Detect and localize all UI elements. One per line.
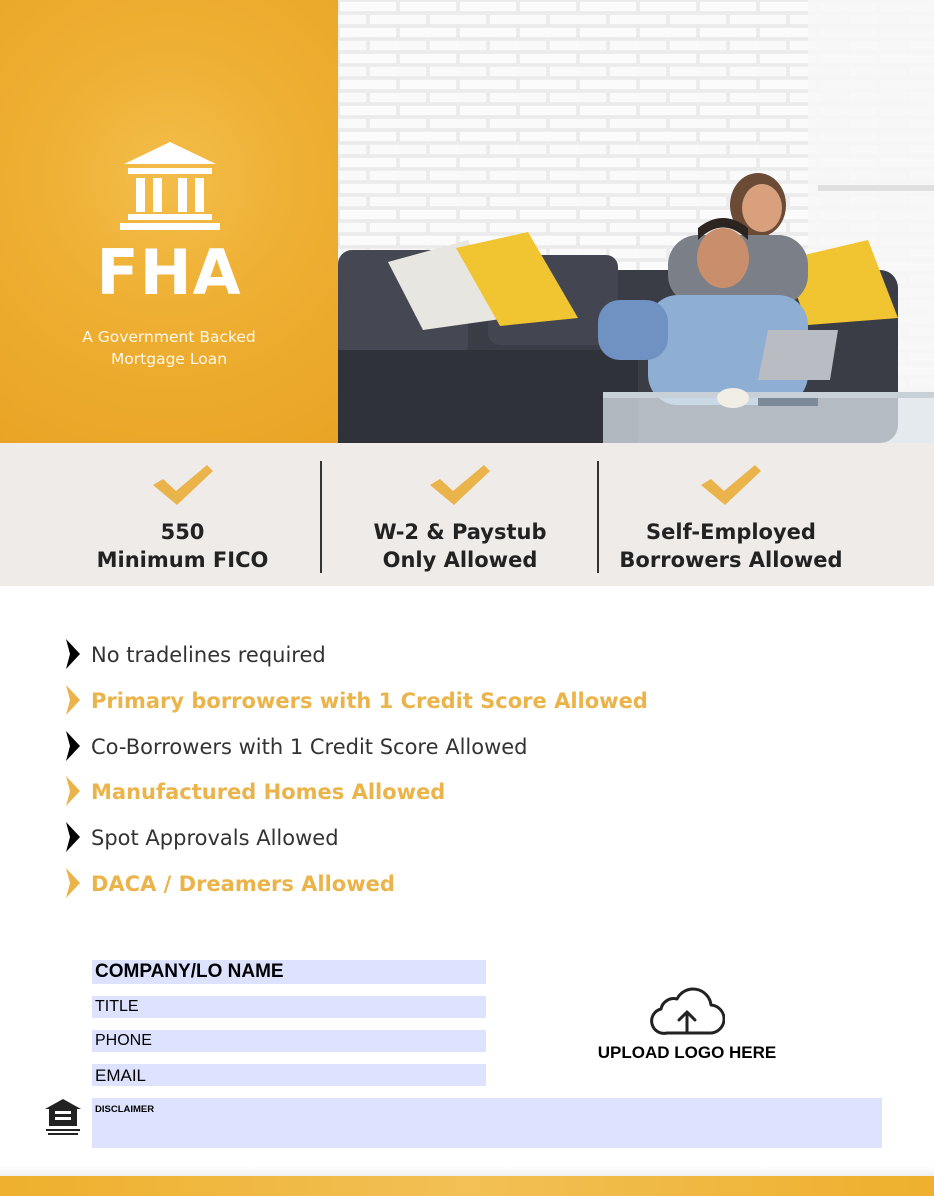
list-item — [64, 683, 864, 729]
list-item-text: Spot Approvals Allowed — [91, 826, 339, 851]
list-item-text: Co-Borrowers with 1 Credit Score Allowed — [91, 734, 528, 759]
list-item-text: No tradelines required — [91, 643, 326, 667]
arrow-right-icon — [64, 639, 82, 669]
hero-photo — [338, 0, 934, 443]
list-item — [64, 820, 864, 866]
checkmark-icon — [699, 463, 763, 509]
checkmark-icon — [151, 463, 215, 509]
feature-line1: W-2 & Paystub — [373, 520, 547, 544]
upload-logo-area[interactable] — [570, 985, 804, 1075]
feature-min-fico — [40, 443, 325, 586]
cloud-upload-icon — [649, 985, 725, 1037]
footer-shadow — [0, 1166, 934, 1176]
arrow-right-icon — [64, 868, 82, 898]
disclaimer-field[interactable]: DISCLAIMER — [92, 1098, 882, 1148]
list-item — [64, 866, 864, 912]
footer-bar — [0, 1176, 934, 1196]
arrow-right-icon — [64, 776, 82, 806]
loan-type-subtitle: A Government Backed Mortgage Loan — [82, 328, 256, 368]
feature-line2: Borrowers Allowed — [619, 548, 843, 572]
list-item-text: Manufactured Homes Allowed — [91, 780, 446, 805]
feature-bullet-list — [64, 637, 864, 912]
brand-panel — [0, 0, 338, 443]
list-item — [64, 729, 864, 775]
hero — [0, 0, 934, 443]
feature-line2: Only Allowed — [382, 548, 538, 572]
phone-field[interactable]: PHONE — [92, 1030, 486, 1052]
loan-type-title: FHA — [96, 236, 242, 309]
company-name-field[interactable]: COMPANY/LO NAME — [92, 960, 486, 984]
feature-line2: Minimum FICO — [96, 548, 269, 572]
upload-logo-label: UPLOAD LOGO HERE — [597, 1043, 777, 1062]
arrow-right-icon — [64, 731, 82, 761]
title-field[interactable]: TITLE — [92, 996, 486, 1018]
list-item-text: DACA / Dreamers Allowed — [91, 871, 395, 896]
equal-housing-opportunity-icon — [44, 1098, 82, 1138]
feature-w2-paystub — [322, 443, 598, 586]
feature-line1: Self-Employed — [646, 520, 816, 544]
list-item-text: Primary borrowers with 1 Credit Score Allowed — [91, 688, 648, 713]
features-band — [0, 443, 934, 586]
email-field[interactable]: EMAIL — [92, 1064, 486, 1086]
list-item — [64, 774, 864, 820]
checkmark-icon — [428, 463, 492, 509]
bank-building-icon — [116, 140, 224, 232]
feature-line1: 550 — [160, 520, 205, 544]
list-item — [64, 637, 864, 683]
arrow-right-icon — [64, 685, 82, 715]
couple-on-sofa-image — [338, 0, 934, 443]
arrow-right-icon — [64, 822, 82, 852]
feature-self-employed — [599, 443, 863, 586]
